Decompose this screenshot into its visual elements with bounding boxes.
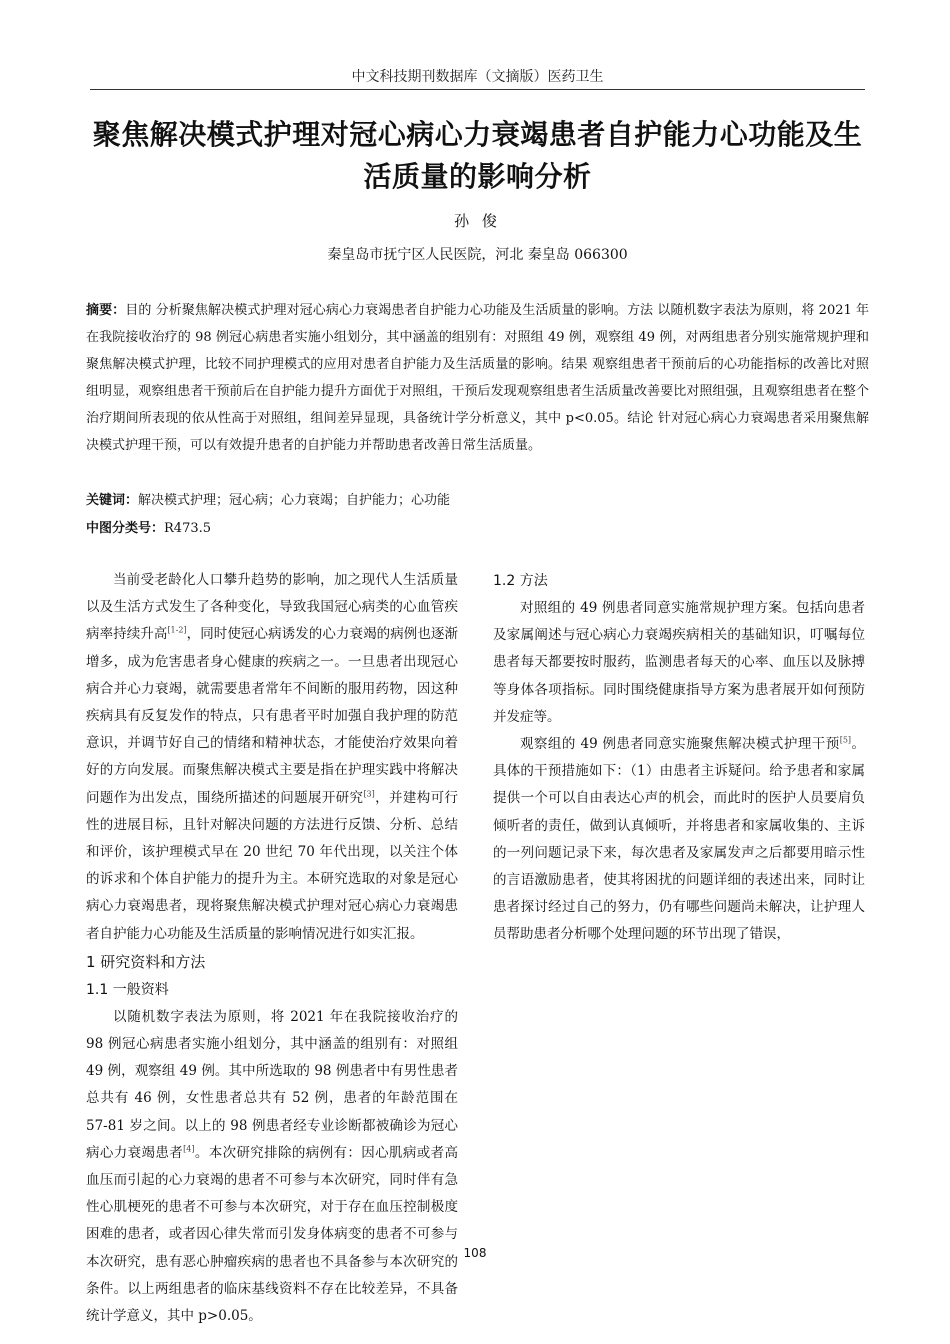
control-group-paragraph: 对照组的 49 例患者同意实施常规护理方案。包括向患者及家属阐述与冠心病心力衰竭疾病相关的基础知识，叮嘱每位患者每天都要按时服药，监测患者每天的心率、血压以及脉搏等身体各项指标。同时围绕健康指导方案为患者展开如何预防并发症等。 xyxy=(493,600,865,725)
general-data-text-2: 。本次研究排除的病例有：因心肌病或者高血压而引起的心力衰竭的患者不可参与本次研究，同时伴有急性心肌梗死的患者不可参与本次研究，对于存在血压控制极度困难的患者，或者因心律失常而引发身体病变的患者不可参与本次研究，患有恶心肿瘤疾病的患者也不具备参与本次研究的条件。以上两组患者的临床基线资料不存在比较差异，不具备统计学意义，其中 p>0.05。 xyxy=(86,1144,459,1325)
section-heading-1-2: 1.2 方法 xyxy=(493,573,548,589)
intro-text-3: ，并建构可行性的进展目标，且针对解决问题的方法进行反馈、分析、总结和评价，该护理模式早在 20 世纪 70 年代出现，以关注个体的诉求和个体自护能力的提升为主。本研究选取的对象是冠心病心力衰竭患者，现将聚焦解决模式护理对冠心病心力衰竭患者自护能力心功能及生活质量的影响情况进行如实汇报。 xyxy=(86,789,459,942)
abstract-label: 摘要： xyxy=(86,303,126,318)
citation-2: [3] xyxy=(363,789,375,799)
general-data-paragraph xyxy=(86,1004,458,1330)
section-heading-1-1: 1.1 一般资料 xyxy=(86,981,169,998)
observation-text-1: 观察组的 49 例患者同意实施聚焦解决模式护理干预 xyxy=(520,736,840,753)
classification xyxy=(86,516,869,542)
intro-text-2: ，同时使冠心病诱发的心力衰竭的病例也逐渐增多，成为危害患者身心健康的疾病之一。一旦患者出现冠心病合并心力衰竭，就需要患者常年不间断的服用药物，因这种疾病具有反复发作的特点，只有患者平时加强自我护理的防范意识，并调节好自己的情绪和精神状态，才能使治疗效果向着好的方向发展。而聚焦解决模式主要是指在护理实践中将解决问题作为出发点，围绕所描述的问题展开研究 xyxy=(86,626,459,806)
citation-1: [1-2] xyxy=(167,625,187,635)
author: 孙 俊 xyxy=(454,212,501,230)
abstract-text: 目的 分析聚焦解决模式护理对冠心病心力衰竭患者自护能力心功能及生活质量的影响。方法 以随机数字表法为原则，将 2021 年在我院接收治疗的 98 例冠心病患者实施小组划分，其中涵盖的组别有：对照组 49 例，观察组 49 例，对两组患者分别实施常规护理和聚焦解决模式护理，比较不同护理模式的应用对患者自护能力及生活质量的影响。结果 观察组患者干预前后的心功能指标的改善比对照组明显，观察组患者干预前后在自护能力提升方面优于对照组，干预后发现观察组患者生活质量改善要比对照组强，且观察组患者在整个治疗期间所表现的依从性高于对照组，组间差异显现，具备统计学分析意义，其中 p<0.05。结论 针对冠心病心力衰竭患者采用聚焦解决模式护理干预，可以有效提升患者的自护能力并帮助患者改善日常生活质量。 xyxy=(86,303,869,453)
intro-text-1: 当前受老龄化人口攀升趋势的影响，加之现代人生活质量以及生活方式发生了各种变化，导致我国冠心病类的心血管疾病率持续升高 xyxy=(86,572,458,643)
classification-text: R473.5 xyxy=(164,521,212,536)
abstract xyxy=(86,297,869,459)
affiliation: 秦皇岛市抚宁区人民医院，河北 秦皇岛 066300 xyxy=(327,247,628,263)
section-heading-1: 1 研究资料和方法 xyxy=(86,952,206,971)
paper-title: 聚焦解决模式护理对冠心病心力衰竭患者自护能力心功能及生活质量的影响分析 xyxy=(92,118,863,193)
body-column-left xyxy=(86,567,458,1330)
classification-label: 中图分类号： xyxy=(86,521,165,536)
observation-group-paragraph xyxy=(493,731,865,949)
keywords xyxy=(86,488,869,514)
journal-header: 中文科技期刊数据库（文摘版）医药卫生 xyxy=(351,69,604,85)
general-data-text-1: 以随机数字表法为原则，将 2021 年在我院接收治疗的 98 例冠心病患者实施小组划分，其中涵盖的组别有：对照组 49 例，观察组 49 例。其中所选取的 98 例患者中有男性患者总共有 46 例，女性患者总共有 52 例，患者的年龄范围在 57-81 岁之间。以上的 98 例患者经专业诊断都被确诊为冠心病心力衰竭患者 xyxy=(86,1008,458,1161)
citation-4: [5] xyxy=(839,735,852,745)
intro-paragraph xyxy=(86,567,458,948)
body-column-right xyxy=(493,567,865,949)
page-number: 108 xyxy=(463,1246,487,1260)
keywords-text: 解决模式护理；冠心病；心力衰竭；自护能力；心功能 xyxy=(138,493,451,508)
observation-text-2: 。具体的干预措施如下：（1）由患者主诉疑问。给予患者和家属提供一个可以自由表达心声的机会，而此时的医护人员要肩负倾听者的责任，做到认真倾听，并将患者和家属收集的、主诉的一列问题记录下来，每次患者及家属发声之后都要用暗示性的言语激励患者，使其将困扰的问题详细的表述出来，同时让患者探讨经过自己的努力，仍有哪些问题尚未解决，让护理人员帮助患者分析哪个处理问题的环节出现了错误， xyxy=(493,736,866,943)
header-divider xyxy=(90,89,865,90)
citation-3: [4] xyxy=(183,1144,195,1154)
keywords-label: 关键词： xyxy=(86,493,139,508)
